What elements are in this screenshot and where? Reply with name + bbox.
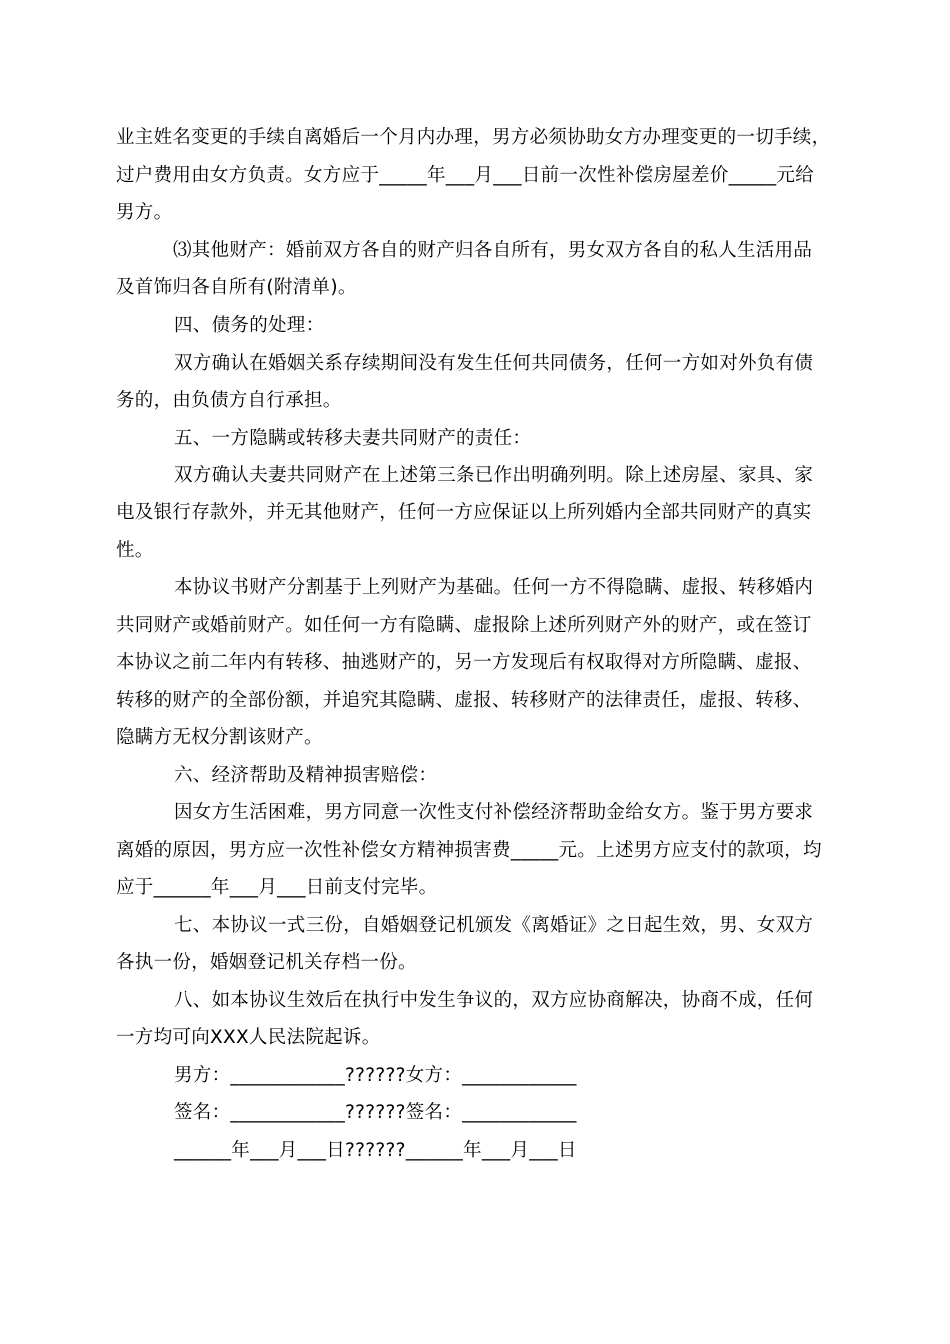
paragraph-line: 转移的财产的全部份额，并追究其隐瞒、虚报、转移财产的法律责任，虚报、转移、	[116, 690, 812, 711]
paragraph-line: 应于______年___月___日前支付完毕。	[116, 877, 438, 898]
paragraph-line: 离婚的原因，男方应一次性补偿女方精神损害费_____元。上述男方应支付的款项，均	[116, 840, 822, 861]
paragraph-line: 本协议之前二年内有转移、抽逃财产的，另一方发现后有权取得对方所隐瞒、虚报、	[116, 652, 812, 673]
paragraph-line: 业主姓名变更的手续自离婚后一个月内办理，男方必须协助女方办理变更的一切手续，	[116, 127, 831, 148]
paragraph-line: 及首饰归各自所有(附清单)。	[116, 277, 357, 298]
section-heading: 六、经济帮助及精神损害赔偿：	[174, 765, 438, 786]
paragraph-line: ⑶其他财产：婚前双方各自的财产归各自所有，男女双方各自的私人生活用品	[173, 240, 813, 261]
paragraph-line: 务的，由负债方自行承担。	[116, 390, 342, 411]
section-heading: 五、一方隐瞒或转移夫妻共同财产的责任：	[174, 428, 532, 449]
paragraph-line: 过户费用由女方负责。女方应于_____年___月___日前一次性补偿房屋差价_____元给	[116, 165, 815, 186]
paragraph-line: 双方确认夫妻共同财产在上述第三条已作出明确列明。除上述房屋、家具、家	[174, 465, 814, 486]
paragraph-line: 一方均可向XXX人民法院起诉。	[116, 1027, 381, 1048]
section-heading: 四、债务的处理：	[174, 315, 325, 336]
paragraph-line: 电及银行存款外，并无其他财产，任何一方应保证以上所列婚内全部共同财产的真实	[116, 502, 812, 523]
paragraph-line: 双方确认在婚姻关系存续期间没有发生任何共同债务，任何一方如对外负有债	[174, 353, 814, 374]
paragraph-line: 八、如本协议生效后在执行中发生争议的，双方应协商解决，协商不成，任何	[174, 990, 814, 1011]
paragraph-line: 隐瞒方无权分割该财产。	[116, 727, 323, 748]
paragraph-line: 性。	[116, 540, 154, 561]
paragraph-line: 男方。	[116, 202, 173, 223]
signature-date-line: ______年___月___日??????______年___月___日	[174, 1140, 577, 1161]
paragraph-line: 共同财产或婚前财产。如任何一方有隐瞒、虚报除上述所列财产外的财产，或在签订	[116, 615, 812, 636]
signature-name-line: 签名：____________??????签名：____________	[174, 1102, 577, 1123]
paragraph-line: 因女方生活困难，男方同意一次性支付补偿经济帮助金给女方。鉴于男方要求	[174, 802, 814, 823]
paragraph-line: 各执一份，婚姻登记机关存档一份。	[116, 952, 417, 973]
paragraph-line: 本协议书财产分割基于上列财产为基础。任何一方不得隐瞒、虚报、转移婚内	[174, 577, 814, 598]
paragraph-line: 七、本协议一式三份，自婚姻登记机颁发《离婚证》之日起生效，男、女双方	[174, 915, 814, 936]
signature-party-line: 男方：____________??????女方：____________	[174, 1065, 577, 1086]
